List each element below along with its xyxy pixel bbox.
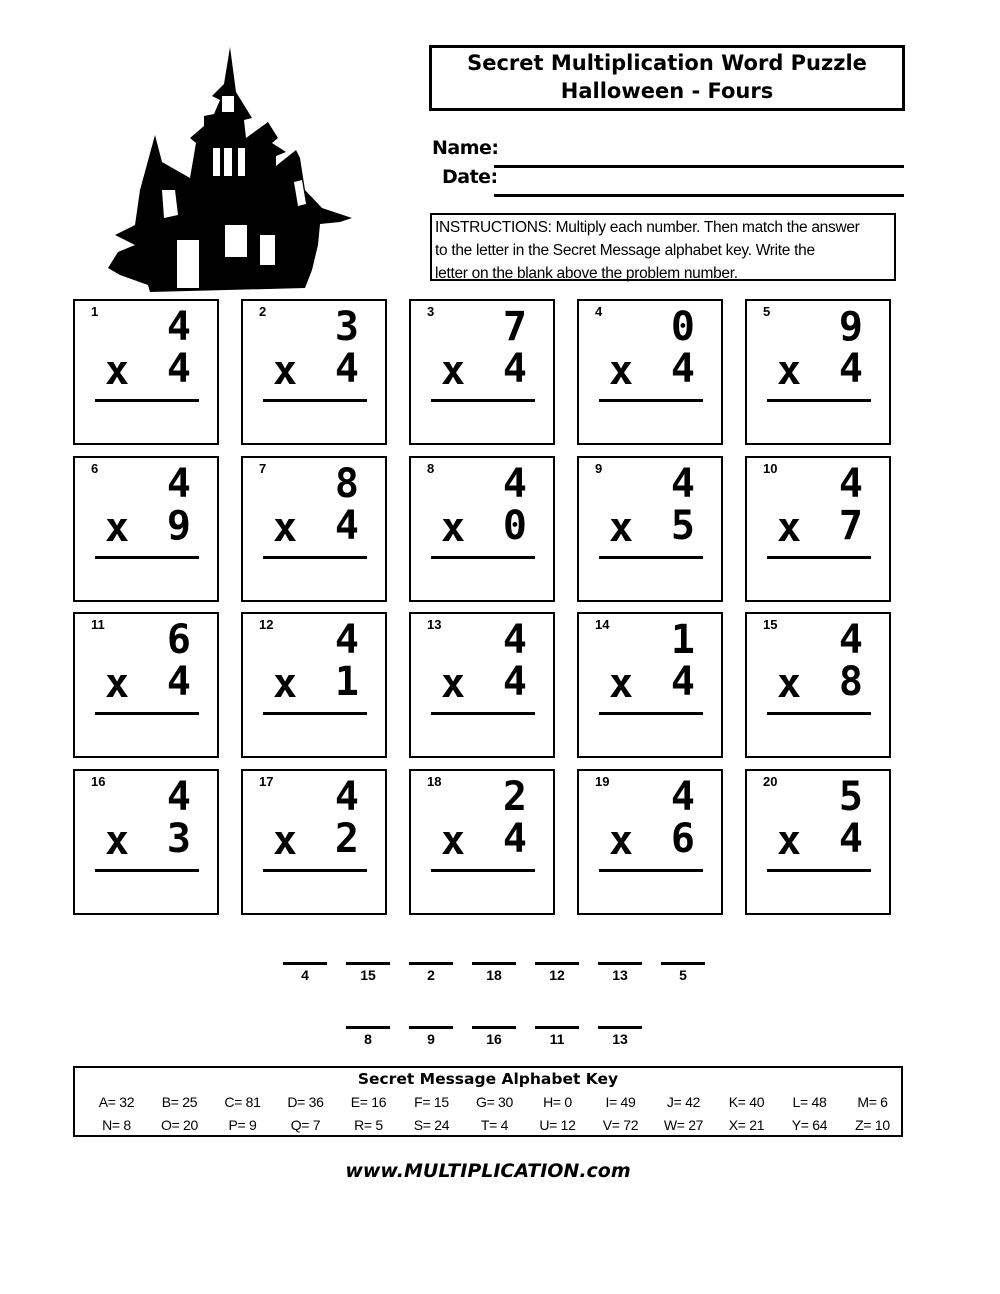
problem-number: 5: [763, 304, 771, 319]
key-entry: U= 12: [539, 1117, 576, 1133]
answer-line[interactable]: [263, 399, 367, 402]
answer-line[interactable]: [263, 869, 367, 872]
letter-blank[interactable]: [661, 962, 705, 1002]
answer-line[interactable]: [599, 556, 703, 559]
blank-line[interactable]: [661, 962, 705, 965]
problem-number: 14: [595, 617, 610, 632]
answer-line[interactable]: [599, 399, 703, 402]
date-label: Date:: [442, 166, 498, 188]
problem-box: [577, 612, 723, 758]
answer-line[interactable]: [767, 399, 871, 402]
problem-top-factor: 0: [670, 304, 695, 350]
key-entry: T= 4: [480, 1117, 509, 1133]
letter-blank[interactable]: [598, 1026, 642, 1066]
problem-top-factor: 9: [838, 304, 863, 350]
key-entry: X= 21: [728, 1117, 765, 1133]
key-entry: D= 36: [287, 1094, 324, 1110]
problem-box: [73, 456, 219, 602]
problem-top-factor: 1: [670, 617, 695, 663]
answer-line[interactable]: [431, 712, 535, 715]
blank-line[interactable]: [409, 1026, 453, 1029]
problem-box: [745, 299, 891, 445]
key-entry: P= 9: [228, 1117, 257, 1133]
problem-top-factor: 4: [502, 617, 527, 663]
blank-problem-number: 2: [427, 967, 435, 983]
answer-line[interactable]: [767, 869, 871, 872]
letter-blank[interactable]: [535, 1026, 579, 1066]
multiply-sign: x: [777, 348, 802, 394]
problem-number: 19: [595, 774, 610, 789]
problem-box: [241, 769, 387, 915]
problem-bottom-factor: 1: [334, 659, 359, 705]
answer-line[interactable]: [95, 399, 199, 402]
instructions-box: [430, 213, 896, 281]
problem-number: 7: [259, 461, 267, 476]
answer-line[interactable]: [95, 556, 199, 559]
blank-problem-number: 5: [679, 967, 687, 983]
problem-number: 17: [259, 774, 274, 789]
key-entry: W= 27: [663, 1117, 704, 1133]
problem-bottom-factor: 4: [670, 659, 695, 705]
blank-line[interactable]: [346, 962, 390, 965]
key-entry: V= 72: [602, 1117, 639, 1133]
answer-line[interactable]: [263, 712, 367, 715]
problem-bottom-factor: 4: [166, 346, 191, 392]
multiply-sign: x: [609, 818, 634, 864]
date-field[interactable]: [494, 194, 904, 197]
key-entry: A= 32: [98, 1094, 135, 1110]
problem-top-factor: 4: [838, 617, 863, 663]
blank-problem-number: 9: [427, 1031, 435, 1047]
name-field[interactable]: [494, 165, 904, 168]
blank-problem-number: 15: [360, 967, 376, 983]
key-entry: G= 30: [475, 1094, 514, 1110]
problem-bottom-factor: 4: [502, 816, 527, 862]
problem-top-factor: 4: [334, 617, 359, 663]
problem-top-factor: 4: [502, 461, 527, 507]
blank-line[interactable]: [535, 962, 579, 965]
blank-line[interactable]: [535, 1026, 579, 1029]
key-entry: M= 6: [857, 1094, 888, 1110]
key-entry: I= 49: [605, 1094, 636, 1110]
multiply-sign: x: [777, 661, 802, 707]
problem-bottom-factor: 8: [838, 659, 863, 705]
problem-bottom-factor: 2: [334, 816, 359, 862]
key-entry: N= 8: [102, 1117, 131, 1133]
key-entry: B= 25: [161, 1094, 198, 1110]
problem-number: 16: [91, 774, 106, 789]
problem-number: 8: [427, 461, 435, 476]
title-line-2: Halloween - Fours: [560, 79, 774, 103]
problem-top-factor: 4: [166, 461, 191, 507]
problem-top-factor: 4: [166, 304, 191, 350]
problem-bottom-factor: 4: [334, 503, 359, 549]
problem-top-factor: 4: [166, 774, 191, 820]
blank-line[interactable]: [472, 1026, 516, 1029]
problem-number: 12: [259, 617, 274, 632]
problem-bottom-factor: 4: [334, 346, 359, 392]
multiply-sign: x: [441, 505, 466, 551]
problem-number: 3: [427, 304, 435, 319]
problem-bottom-factor: 3: [166, 816, 191, 862]
key-entry: H= 0: [543, 1094, 572, 1110]
problem-number: 13: [427, 617, 442, 632]
worksheet-title: [429, 45, 905, 111]
haunted-house-icon: [100, 40, 360, 295]
title-line-1: Secret Multiplication Word Puzzle: [467, 51, 867, 75]
problem-box: [409, 612, 555, 758]
problem-number: 1: [91, 304, 99, 319]
key-entry: R= 5: [354, 1117, 383, 1133]
multiply-sign: x: [273, 505, 298, 551]
answer-line[interactable]: [95, 869, 199, 872]
blank-problem-number: 18: [486, 967, 502, 983]
answer-line[interactable]: [599, 712, 703, 715]
problem-box: [745, 612, 891, 758]
multiply-sign: x: [441, 661, 466, 707]
blank-problem-number: 13: [612, 1031, 628, 1047]
problem-box: [577, 456, 723, 602]
multiply-sign: x: [609, 348, 634, 394]
multiply-sign: x: [105, 818, 130, 864]
problem-number: 9: [595, 461, 603, 476]
problem-box: [409, 456, 555, 602]
problem-box: [745, 456, 891, 602]
multiply-sign: x: [273, 661, 298, 707]
blank-problem-number: 16: [486, 1031, 502, 1047]
answer-line[interactable]: [599, 869, 703, 872]
multiply-sign: x: [609, 505, 634, 551]
problem-bottom-factor: 4: [166, 659, 191, 705]
alphabet-key: [73, 1066, 903, 1137]
answer-line[interactable]: [431, 869, 535, 872]
problem-top-factor: 4: [670, 774, 695, 820]
problem-top-factor: 6: [166, 617, 191, 663]
problem-bottom-factor: 9: [166, 503, 191, 549]
multiply-sign: x: [273, 348, 298, 394]
multiply-sign: x: [777, 818, 802, 864]
problem-number: 10: [763, 461, 778, 476]
instructions-line-3: letter on the blank above the problem number.: [435, 265, 738, 282]
problem-box: [577, 769, 723, 915]
problem-top-factor: 4: [838, 461, 863, 507]
instructions-line-1: INSTRUCTIONS: Multiply each number. Then match the answer: [435, 219, 860, 236]
problem-box: [73, 612, 219, 758]
problem-bottom-factor: 0: [502, 503, 527, 549]
multiply-sign: x: [441, 348, 466, 394]
problem-box: [577, 299, 723, 445]
multiply-sign: x: [105, 661, 130, 707]
answer-line[interactable]: [767, 712, 871, 715]
problem-top-factor: 3: [334, 304, 359, 350]
problem-bottom-factor: 4: [502, 346, 527, 392]
blank-line[interactable]: [283, 962, 327, 965]
letter-blank[interactable]: [346, 962, 390, 1002]
key-entry: Y= 64: [791, 1117, 828, 1133]
key-entry: J= 42: [666, 1094, 701, 1110]
problem-top-factor: 8: [334, 461, 359, 507]
problem-number: 6: [91, 461, 99, 476]
name-label: Name:: [432, 137, 499, 159]
problem-box: [241, 456, 387, 602]
problem-number: 4: [595, 304, 603, 319]
key-entry: S= 24: [413, 1117, 450, 1133]
multiply-sign: x: [105, 505, 130, 551]
key-entry: O= 20: [160, 1117, 199, 1133]
problem-box: [241, 612, 387, 758]
letter-blank[interactable]: [535, 962, 579, 1002]
key-entry: C= 81: [224, 1094, 261, 1110]
key-entry: K= 40: [728, 1094, 765, 1110]
answer-line[interactable]: [95, 712, 199, 715]
letter-blank[interactable]: [472, 962, 516, 1002]
blank-line[interactable]: [346, 1026, 390, 1029]
answer-line[interactable]: [431, 556, 535, 559]
problem-top-factor: 7: [502, 304, 527, 350]
problem-box: [745, 769, 891, 915]
letter-blank[interactable]: [409, 962, 453, 1002]
answer-line[interactable]: [431, 399, 535, 402]
problem-top-factor: 4: [334, 774, 359, 820]
blank-line[interactable]: [598, 1026, 642, 1029]
problem-bottom-factor: 7: [838, 503, 863, 549]
letter-blank[interactable]: [409, 1026, 453, 1066]
problem-box: [409, 769, 555, 915]
footer-website: www.MULTIPLICATION.com: [345, 1160, 631, 1182]
problem-box: [73, 769, 219, 915]
problem-top-factor: 5: [838, 774, 863, 820]
problem-top-factor: 2: [502, 774, 527, 820]
blank-line[interactable]: [598, 962, 642, 965]
multiply-sign: x: [609, 661, 634, 707]
problem-bottom-factor: 4: [670, 346, 695, 392]
letter-blank[interactable]: [346, 1026, 390, 1066]
multiply-sign: x: [441, 818, 466, 864]
answer-line[interactable]: [263, 556, 367, 559]
key-entry: L= 48: [792, 1094, 827, 1110]
instructions-line-2: to the letter in the Secret Message alphabet key. Write the: [435, 242, 815, 259]
blank-problem-number: 12: [549, 967, 565, 983]
problem-bottom-factor: 6: [670, 816, 695, 862]
letter-blank[interactable]: [598, 962, 642, 1002]
problem-box: [241, 299, 387, 445]
blank-problem-number: 8: [364, 1031, 372, 1047]
problem-bottom-factor: 4: [502, 659, 527, 705]
key-entry: Q= 7: [290, 1117, 321, 1133]
problem-number: 18: [427, 774, 442, 789]
blank-line[interactable]: [472, 962, 516, 965]
blank-problem-number: 11: [549, 1031, 565, 1047]
problem-top-factor: 4: [670, 461, 695, 507]
key-entry: E= 16: [350, 1094, 387, 1110]
problem-number: 15: [763, 617, 778, 632]
problem-bottom-factor: 5: [670, 503, 695, 549]
alphabet-key-title: Secret Message Alphabet Key: [357, 1070, 619, 1088]
letter-blank[interactable]: [472, 1026, 516, 1066]
multiply-sign: x: [273, 818, 298, 864]
problem-box: [73, 299, 219, 445]
problem-number: 2: [259, 304, 267, 319]
problem-bottom-factor: 4: [838, 346, 863, 392]
multiply-sign: x: [777, 505, 802, 551]
problem-box: [409, 299, 555, 445]
multiply-sign: x: [105, 348, 130, 394]
problem-number: 20: [763, 774, 778, 789]
key-entry: F= 15: [414, 1094, 449, 1110]
letter-blank[interactable]: [283, 962, 327, 1002]
blank-problem-number: 13: [612, 967, 628, 983]
blank-problem-number: 4: [301, 967, 309, 983]
blank-line[interactable]: [409, 962, 453, 965]
problem-number: 11: [91, 617, 105, 632]
answer-line[interactable]: [767, 556, 871, 559]
problem-bottom-factor: 4: [838, 816, 863, 862]
key-entry: Z= 10: [855, 1117, 890, 1133]
